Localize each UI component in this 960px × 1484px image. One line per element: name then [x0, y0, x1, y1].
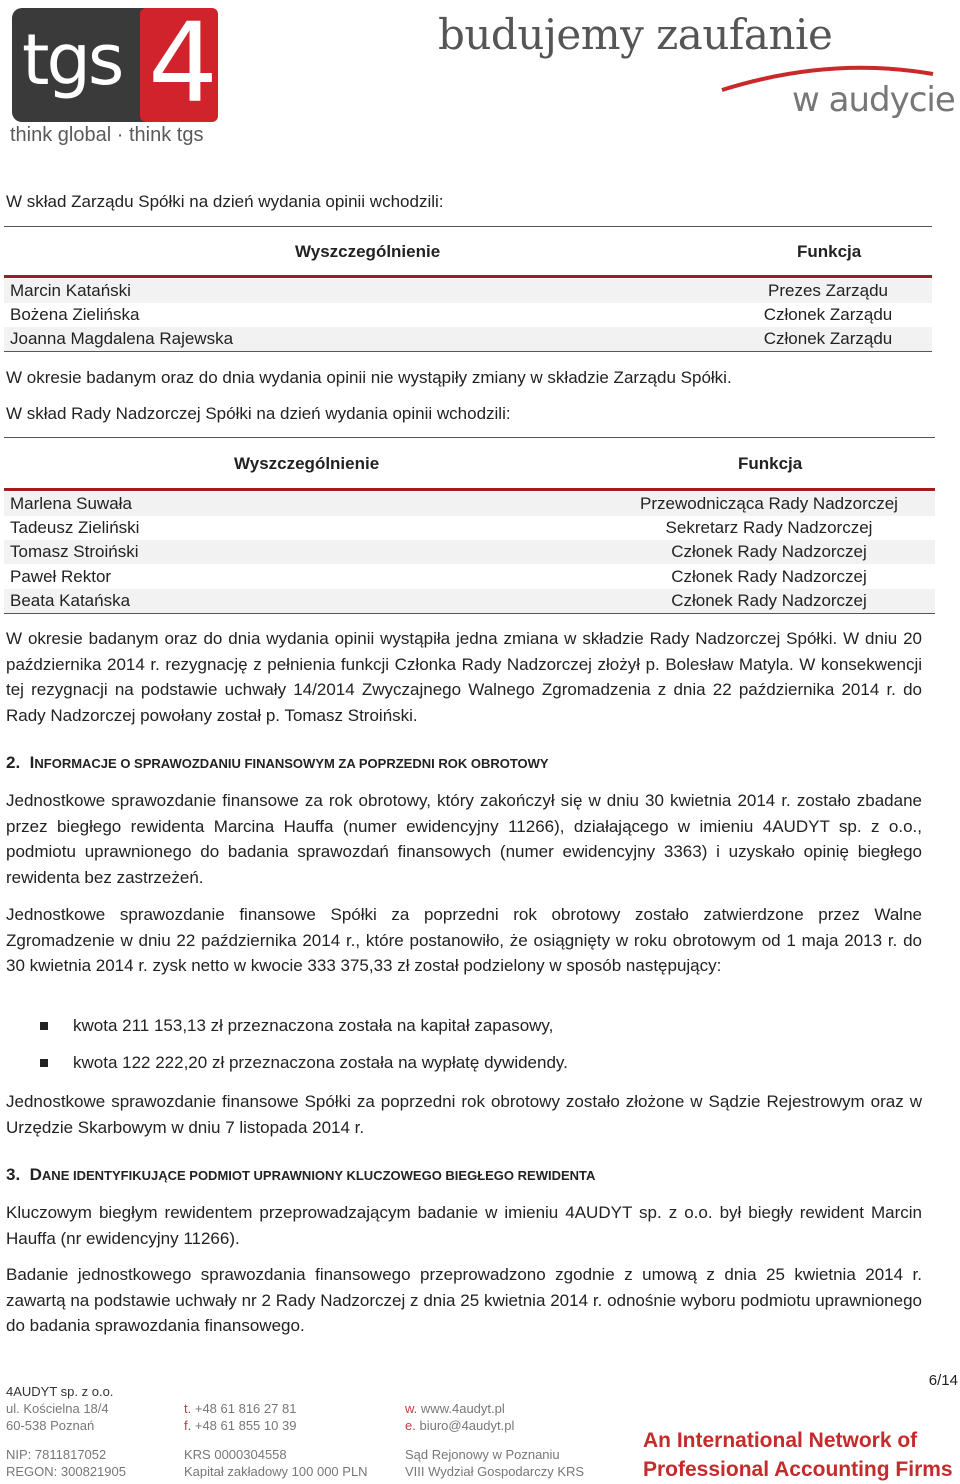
- email-link[interactable]: biuro@4audyt.pl: [419, 1418, 515, 1433]
- table-row: [4, 589, 935, 613]
- logo-tgs-text: tgs: [22, 19, 122, 101]
- member-name: Marlena Suwała: [10, 494, 132, 513]
- table-row: [4, 565, 935, 589]
- fax-number: +48 61 855 10 39: [194, 1418, 297, 1433]
- member-function: Członek Zarządu: [763, 305, 893, 324]
- page-number: 6/14: [928, 1372, 958, 1389]
- supervisory-table-top-rule: [4, 437, 935, 438]
- section-3-number: 3.: [6, 1165, 21, 1184]
- board-col-header-name: Wyszczególnienie: [295, 242, 441, 261]
- member-name: Paweł Rektor: [10, 567, 112, 586]
- footer-court-2: VIII Wydział Gospodarczy KRS: [405, 1464, 585, 1479]
- list-item: kwota 211 153,13 zł przeznaczona została na kapitał zapasowy,: [73, 1016, 554, 1035]
- tgs4-logo: [12, 0, 218, 127]
- logo-tagline: think global · think tgs: [10, 124, 204, 146]
- supervisory-table-header-rule: [4, 488, 935, 491]
- network-line-1: An International Network of: [643, 1429, 918, 1452]
- logo-digit-block: [140, 0, 218, 127]
- table-row: [4, 540, 935, 564]
- bullet-square-icon: [40, 1022, 48, 1030]
- table-row: [4, 279, 932, 303]
- member-name: Tadeusz Zieliński: [10, 518, 140, 537]
- supervisory-col-header-function: Funkcja: [738, 454, 803, 473]
- section-2-paragraph-3: Jednostkowe sprawozdanie finansowe Spółki za poprzedni rok obrotowy zostało złożone w Sądzie Rejestrowym oraz w Urzędzie Skarbowym w dniu 7 listopada 2014 r.: [6, 1092, 922, 1137]
- bullet-square-icon: [40, 1059, 48, 1067]
- section-3-paragraph-2: Badanie jednostkowego sprawozdania finansowego przeprowadzono zgodnie z umową z dnia 25 kwietnia 2014 r. zawartą na podstawie uchwały nr 2 Rady Nadzorczej z dnia 25 kwietnia 2014 r. odnośnie wyboru podmiotu uprawnionego do badania sprawozdania finansowego.: [6, 1265, 922, 1335]
- network-line-2: Professional Accounting Firms: [643, 1458, 953, 1481]
- www-prefix: w.: [405, 1401, 418, 1416]
- section-3-paragraph-1: Kluczowym biegłym rewidentem przeprowadzającym badanie w imieniu 4AUDYT sp. z o.o. był biegły rewident Marcin Hauffa (nr ewidencyjny 11266).: [6, 1203, 922, 1248]
- section-2-paragraph-2: Jednostkowe sprawozdanie finansowe Spółki za poprzedni rok obrotowy zostało zatwierdzone przez Walne Zgromadzenie w dniu 22 października 2014 r., które postanowiło, że osiągnięty w roku obrotowym od 1 maja 2013 r. do 30 kwietnia 2014 r. zysk netto w kwocie 333 375,33 zł został podzielony w sposób następujący:: [6, 905, 922, 975]
- section-2-heading: [6, 753, 549, 773]
- supervisory-table-bottom-rule: [4, 613, 935, 614]
- list-item: kwota 122 222,20 zł przeznaczona została na wypłatę dywidendy.: [73, 1053, 568, 1072]
- slogan-sub: w audycie: [792, 80, 955, 120]
- section-2-paragraph-1: Jednostkowe sprawozdanie finansowe za rok obrotowy, który zakończył się w dniu 30 kwietnia 2014 r. zostało zbadane przez biegłego rewidenta Marcina Hauffa (numer ewidencyjny 11266), działającego w imieniu 4AUDYT sp. z o.o., podmiotu uprawnionego do badania sprawozdań finansowych (numer ewidencyjny 3363) i uzyskało opinię biegłego rewidenta bez zastrzeżeń.: [6, 791, 922, 887]
- table-row: [4, 492, 935, 516]
- footer-street: ul. Kościelna 18/4: [6, 1401, 109, 1416]
- slogan-main: budujemy zaufanie: [438, 10, 833, 59]
- phone-prefix: t.: [184, 1401, 192, 1416]
- supervisory-after-text: W okresie badanym oraz do dnia wydania opinii wystąpiła jedna zmiana w składzie Rady Nadzorczej Spółki. W dniu 20 października 2014 r. rezygnację z pełnienia funkcji Członka Rady Nadzorczej złożył p. Bolesław Matyla. W konsekwencji tej rezygnacji na podstawie uchwały 14/2014 Zwyczajnego Walnego Zgromadzenia z dnia 22 października 2014 r. do Rady Nadzorczej powołany został p. Tomasz Stroiński.: [6, 629, 922, 725]
- footer-fax: [184, 1417, 296, 1434]
- member-function: Członek Rady Nadzorczej: [671, 591, 867, 610]
- footer-phone: [184, 1400, 296, 1417]
- section-3-heading: [6, 1165, 595, 1185]
- board-after-text: W okresie badanym oraz do dnia wydania opinii nie wystąpiły zmiany w składzie Zarządu Spółki.: [6, 368, 732, 387]
- board-col-header-function: Funkcja: [797, 242, 862, 261]
- section-3-title-cap: D: [29, 1165, 42, 1184]
- member-name: Marcin Katański: [10, 281, 131, 300]
- member-function: Członek Zarządu: [763, 329, 893, 348]
- table-row: [4, 303, 932, 327]
- board-intro: W skład Zarządu Spółki na dzień wydania opinii wchodzili:: [6, 192, 444, 211]
- footer-krs: KRS 0000304558: [184, 1447, 287, 1462]
- website-link[interactable]: www.4audyt.pl: [420, 1401, 505, 1416]
- footer-court-1: Sąd Rejonowy w Poznaniu: [405, 1447, 560, 1462]
- table-row: [4, 327, 932, 351]
- phone-number: +48 61 816 27 81: [194, 1401, 297, 1416]
- table-row: [4, 516, 935, 540]
- footer-email: [405, 1417, 514, 1434]
- member-function: Sekretarz Rady Nadzorczej: [665, 518, 873, 537]
- member-name: Tomasz Stroiński: [10, 542, 139, 561]
- supervisory-intro: W skład Rady Nadzorczej Spółki na dzień wydania opinii wchodzili:: [6, 404, 511, 423]
- logo-digit-text: 4: [148, 0, 218, 127]
- footer-company: 4AUDYT sp. z o.o.: [6, 1384, 114, 1399]
- board-table-top-rule: [4, 226, 932, 227]
- supervisory-col-header-name: Wyszczególnienie: [234, 454, 380, 473]
- member-name: Bożena Zielińska: [10, 305, 140, 324]
- member-name: Beata Katańska: [10, 591, 131, 610]
- fax-prefix: f.: [184, 1418, 192, 1433]
- network-tagline: [643, 1426, 953, 1484]
- board-table-header-rule: [4, 275, 932, 278]
- member-function: Członek Rady Nadzorczej: [671, 542, 867, 561]
- email-prefix: e.: [405, 1418, 416, 1433]
- section-2-title-rest: NFORMACJE O SPRAWOZDANIU FINANSOWYM ZA POPRZEDNI ROK OBROTOWY: [34, 756, 549, 771]
- footer-regon: REGON: 300821905: [6, 1464, 126, 1479]
- member-function: Prezes Zarządu: [768, 281, 888, 300]
- footer-nip: NIP: 7811817052: [6, 1447, 107, 1462]
- section-2-number: 2.: [6, 753, 21, 772]
- member-name: Joanna Magdalena Rajewska: [10, 329, 234, 348]
- board-table-bottom-rule: [4, 351, 932, 352]
- section-2-title-cap: I: [29, 753, 35, 772]
- member-function: Przewodnicząca Rady Nadzorczej: [640, 494, 898, 513]
- footer-city: 60-538 Poznań: [6, 1418, 95, 1433]
- section-3-title-rest: ANE IDENTYFIKUJĄCE PODMIOT UPRAWNIONY KLUCZOWEGO BIEGŁEGO REWIDENTA: [41, 1168, 596, 1183]
- footer-capital: Kapitał zakładowy 100 000 PLN: [184, 1464, 368, 1479]
- member-function: Członek Rady Nadzorczej: [671, 567, 867, 586]
- footer-www: [405, 1400, 505, 1417]
